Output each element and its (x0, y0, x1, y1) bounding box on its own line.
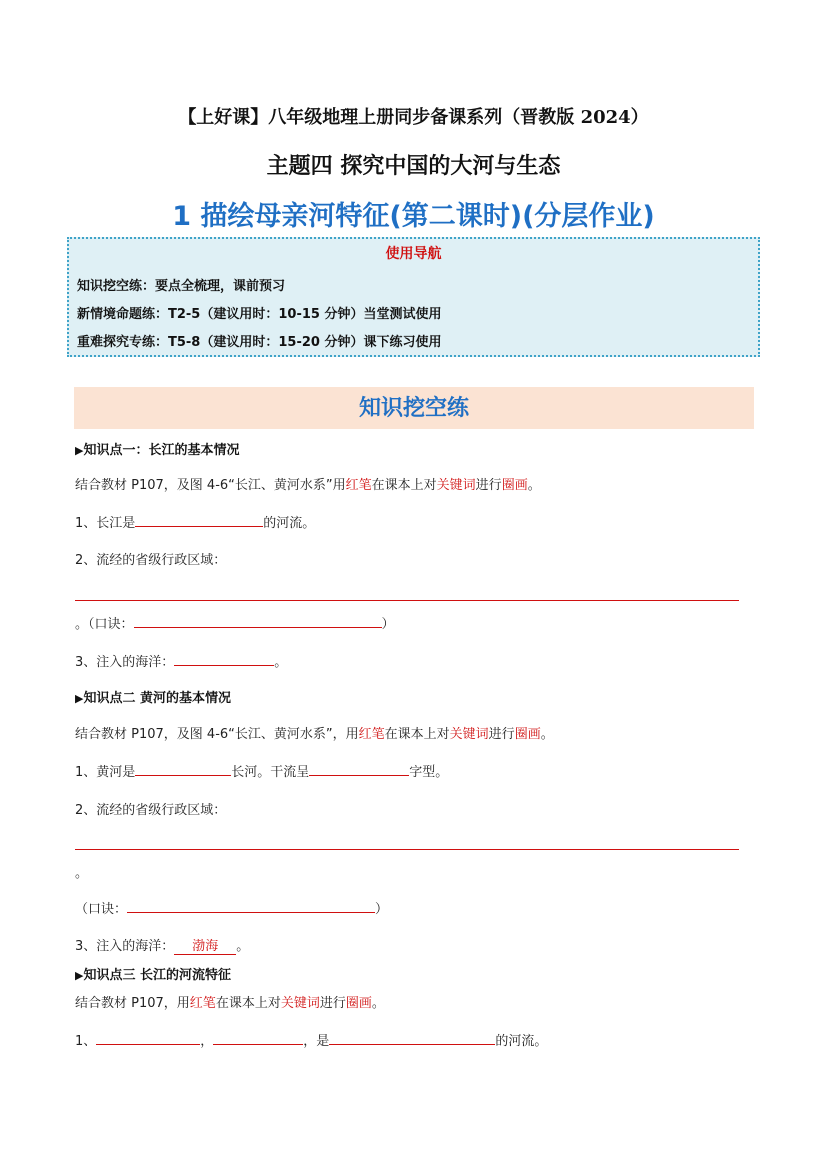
mnemonic-blank[interactable] (127, 900, 375, 913)
guide-line-key-difficulty: 重难探究专练：T5-8（建议用时：15-20 分钟）课下练习使用 (77, 335, 442, 350)
answer-blank[interactable] (309, 763, 409, 776)
kp2-instruction: 结合教材 P107，及图 4-6“长江、黄河水系”，用红笔在课本上对关键词进行圈画。 (75, 727, 554, 742)
kp2-mnemonic: （口诀： ） (75, 902, 389, 917)
kp2-heading: ▶知识点二 黄河的基本情况 (75, 691, 231, 706)
answer-blank[interactable] (135, 763, 231, 776)
kp3-heading: ▶知识点三 长江的河流特征 (75, 968, 231, 983)
kp2-question-3: 3、注入的海洋： 渤海 。 (75, 935, 249, 955)
answer-blank[interactable] (174, 653, 274, 666)
triangle-bullet-icon: ▶ (75, 969, 84, 982)
answer-line[interactable] (75, 849, 739, 850)
kp2-period: 。 (75, 866, 89, 881)
kp1-mnemonic: 。（口诀： ） (75, 617, 395, 632)
kp3-instruction: 结合教材 P107，用红笔在课本上对关键词进行圈画。 (75, 996, 385, 1011)
kp1-instruction: 结合教材 P107，及图 4-6“长江、黄河水系”用红笔在课本上对关键词进行圈画。 (75, 478, 541, 493)
lesson-title: 1 描绘母亲河特征(第二课时)(分层作业) (172, 201, 655, 232)
triangle-bullet-icon: ▶ (75, 444, 84, 457)
guide-line-new-scenario: 新情境命题练：T2-5（建议用时：10-15 分钟）当堂测试使用 (77, 307, 442, 322)
kp1-question-1: 1、长江是 的河流。 (75, 516, 316, 531)
answer-blank[interactable] (329, 1032, 495, 1045)
topic-title: 主题四 探究中国的大河与生态 (266, 154, 561, 179)
kp1-heading: ▶知识点一：长江的基本情况 (75, 443, 240, 458)
usage-guide-title: 使用导航 (385, 246, 442, 262)
answer-blank[interactable] (96, 1032, 200, 1045)
answer-blank[interactable] (213, 1032, 303, 1045)
kp2-question-2: 2、流经的省级行政区域： (75, 803, 227, 818)
guide-line-preview: 知识挖空练：要点全梳理，课前预习 (77, 279, 286, 294)
kp1-question-2: 2、流经的省级行政区域： (75, 553, 227, 568)
mnemonic-blank[interactable] (134, 615, 382, 628)
answer-blank[interactable] (135, 514, 263, 527)
section-banner: 知识挖空练 (74, 387, 754, 429)
kp2-question-1: 1、黄河是 长河。干流呈 字型。 (75, 765, 449, 780)
filled-answer[interactable]: 渤海 (174, 935, 236, 955)
triangle-bullet-icon: ▶ (75, 692, 84, 705)
kp3-question-1: 1、 ， ，是 的河流。 (75, 1034, 548, 1049)
series-title: 【上好课】八年级地理上册同步备课系列（晋教版 2024） (178, 107, 649, 128)
answer-line[interactable] (75, 600, 739, 601)
kp1-question-3: 3、注入的海洋： 。 (75, 655, 288, 670)
usage-guide-box (67, 237, 760, 357)
